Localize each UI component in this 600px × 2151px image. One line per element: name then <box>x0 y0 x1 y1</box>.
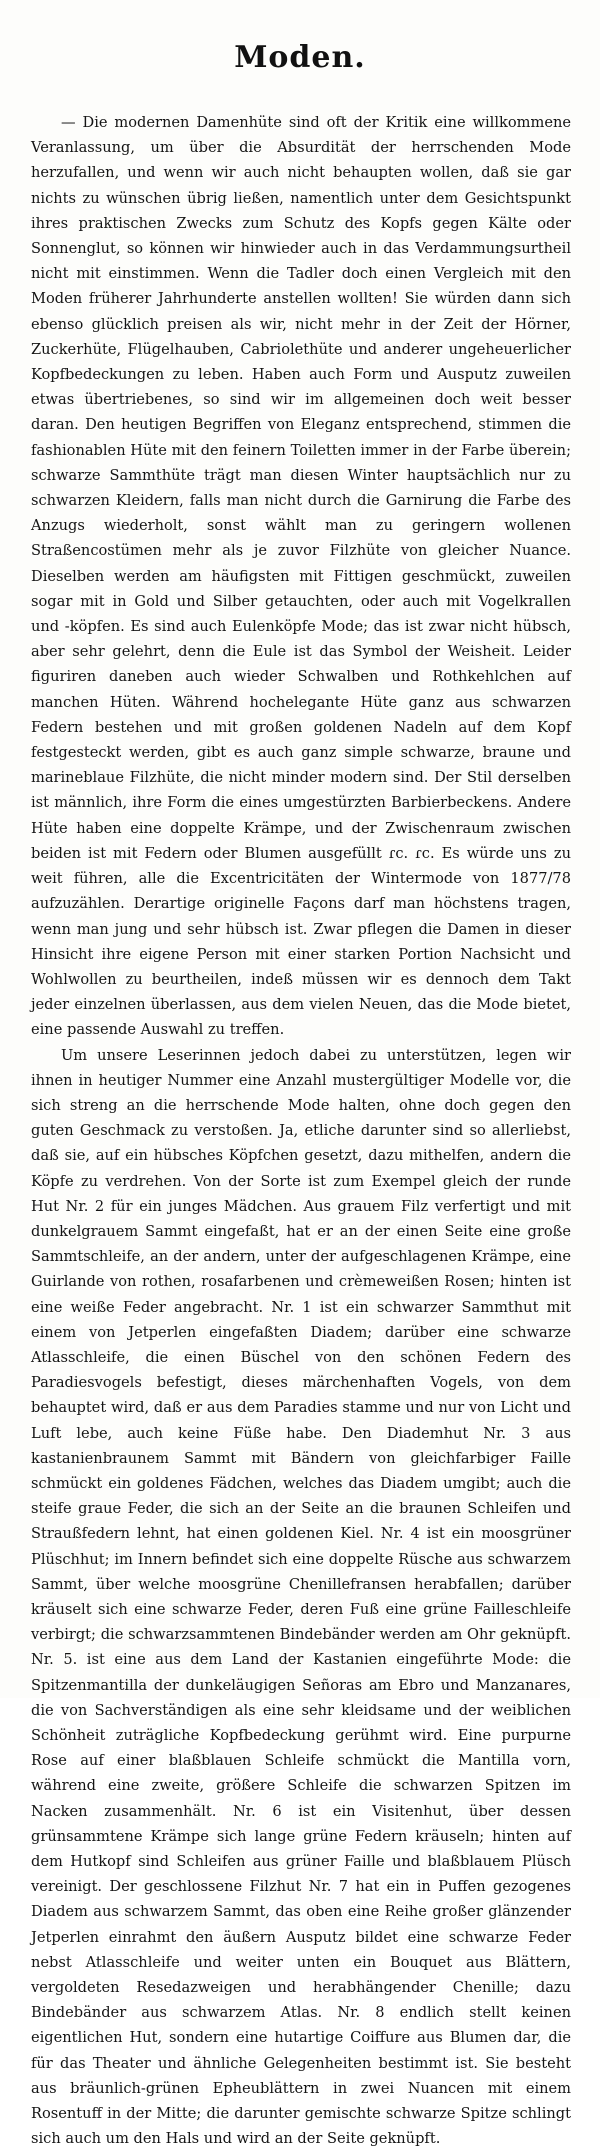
article-paragraph: — Die modernen Damenhüte sind oft der Kritik eine willkommene Veranlassung, um über die Absurdität der herrschenden Mode herzufallen, und wenn wir auch nicht behaupten wollen, daß sie gar nichts zu wünschen übrig ließen, namentlich unter dem Gesichtspunkt ihres praktischen Zwecks zum Schutz des Kopfs gegen Kälte oder Sonnenglut, so können wir hinwieder auch in das Verdammungsurtheil nicht mit einstimmen. Wenn die Tadler doch einen Vergleich mit den Moden früherer Jahrhunderte anstellen wollten! Sie würden dann sich ebenso glücklich preisen als wir, nicht mehr in der Zeit der Hörner, Zuckerhüte, Flügelhauben, Cabriolethüte und anderer ungeheuerlicher Kopfbedeckungen zu leben. Haben auch Form und Ausputz zuweilen etwas übertriebenes, so sind wir im allgemeinen doch weit besser daran. Den heutigen Begriffen von Eleganz entsprechend, stimmen die fashionablen Hüte mit den feinern Toiletten immer in der Farbe überein; schwarze Sammthüte trägt man diesen Winter hauptsächlich nur zu schwarzen Kleidern, falls man nicht durch die Garnirung die Farbe des Anzugs wiederholt, sonst wählt man zu geringern wollenen Straßencostümen mehr als je zuvor Filzhüte von gleicher Nuance. Dieselben werden am häufigsten mit Fittigen geschmückt, zuweilen sogar mit in Gold und Silber getauchten, oder auch mit Vogelkrallen und -köpfen. Es sind auch Eulenköpfe Mode; das ist zwar nicht hübsch, aber sehr gelehrt, denn die Eule ist das Symbol der Weisheit. Leider figuriren daneben auch wieder Schwalben und Rothkehlchen auf manchen Hüten. Während hochelegante Hüte ganz aus schwarzen Federn bestehen und mit großen goldenen Nadeln auf dem Kopf festgesteckt werden, gibt es auch ganz simple schwarze, braune und marineblaue Filzhüte, die nicht minder modern sind. Der Stil derselben ist männlich, ihre Form die eines umgestürzten Barbierbeckens. Andere Hüte haben eine doppelte Krämpe, und der Zwischenraum zwischen beiden ist mit Federn oder Blumen ausgefüllt ɾc. ɾc. Es würde uns zu weit führen, alle die Excentricitäten der Wintermode von 1877/78 aufzuzählen. Derartige originelle Façons darf man höchstens tragen, wenn man jung und sehr hübsch ist. Zwar pflegen die Damen in dieser Hinsicht ihre eigene Person mit einer starken Portion Nachsicht und Wohlwollen zu beurtheilen, indeß müssen wir es dennoch dem Takt jeder einzelnen überlassen, aus dem vielen Neuen, das die Mode bietet, eine passende Auswahl zu treffen. <box>31 114 571 1039</box>
article-body <box>31 110 571 2151</box>
article-title: Moden. <box>234 40 366 75</box>
article-paragraph: Um unsere Leserinnen jedoch dabei zu unterstützen, legen wir ihnen in heutiger Nummer eine Anzahl mustergültiger Modelle vor, die sich streng an die herrschende Mode halten, ohne doch gegen den guten Geschmack zu verstoßen. Ja, etliche darunter sind so allerliebst, daß sie, auf ein hübsches Köpfchen gesetzt, dazu mithelfen, andern die Köpfe zu verdrehen. Von der Sorte ist zum Exempel gleich der runde Hut Nr. 2 für ein junges Mädchen. Aus grauem Filz verfertigt und mit dunkelgrauem Sammt eingefaßt, hat er an der einen Seite eine große Sammtschleife, an der andern, unter der aufgeschlagenen Krämpe, eine Guirlande von rothen, rosafarbenen und crèmeweißen Rosen; hinten ist eine weiße Feder angebracht. Nr. 1 ist ein schwarzer Sammthut mit einem von Jetperlen eingefaßten Diadem; darüber eine schwarze Atlasschleife, die einen Büschel von den schönen Federn des Paradiesvogels befestigt, dieses märchenhaften Vogels, von dem behauptet wird, daß er aus dem Paradies stamme und nur von Licht und Luft lebe, auch keine Füße habe. Den Diademhut Nr. 3 aus kastanienbraunem Sammt mit Bändern von gleichfarbiger Faille schmückt ein goldenes Fädchen, welches das Diadem umgibt; auch die steife graue Feder, die sich an der Seite an die braunen Schleifen und Straußfedern lehnt, hat einen goldenen Kiel. Nr. 4 ist ein moosgrüner Plüschhut; im Innern befindet sich eine doppelte Rüsche aus schwarzem Sammt, über welche moosgrüne Chenillefransen herabfallen; darüber kräuselt sich eine schwarze Feder, deren Fuß eine grüne Failleschleife verbirgt; die schwarzsammtenen Bindebänder werden am Ohr geknüpft. Nr. 5. ist eine aus dem Land der Kastanien eingeführte Mode: die Spitzenmantilla der dunkeläugigen Señoras am Ebro und Manzanares, die von Sachverständigen als eine sehr kleidsame und der weiblichen Schönheit zuträgliche Kopfbedeckung gerühmt wird. Eine purpurne Rose auf einer blaßblauen Schleife schmückt die Mantilla vorn, während eine zweite, größere Schleife die schwarzen Spitzen im Nacken zusammenhält. Nr. 6 ist ein Visitenhut, über dessen grünsammtene Krämpe sich lange grüne Federn kräuseln; hinten auf dem Hutkopf sind Schleifen aus grüner Faille und blaßblauem Plüsch vereinigt. Der geschlossene Filzhut Nr. 7 hat ein in Puffen gezogenes Diadem aus schwarzem Sammt, das oben eine Reihe großer glänzender Jetperlen einrahmt den äußern Ausputz bildet eine schwarze Feder nebst Atlasschleife und weiter unten ein Bouquet aus Blättern, vergoldeten Resedazweigen und herabhängender Chenille; dazu Bindebänder aus schwarzem Atlas. Nr. 8 endlich stellt keinen eigentlichen Hut, sondern eine hutartige Coiffure aus Blumen dar, die für das Theater und ähnliche Gelegenheiten bestimmt ist. Sie besteht aus bräunlich-grünen Epheublättern in zwei Nuancen mit einem Rosentuff in der Mitte; die darunter gemischte schwarze Spitze schlingt sich auch um den Hals und wird an der Seite geknüpft. <box>31 1046 571 2148</box>
